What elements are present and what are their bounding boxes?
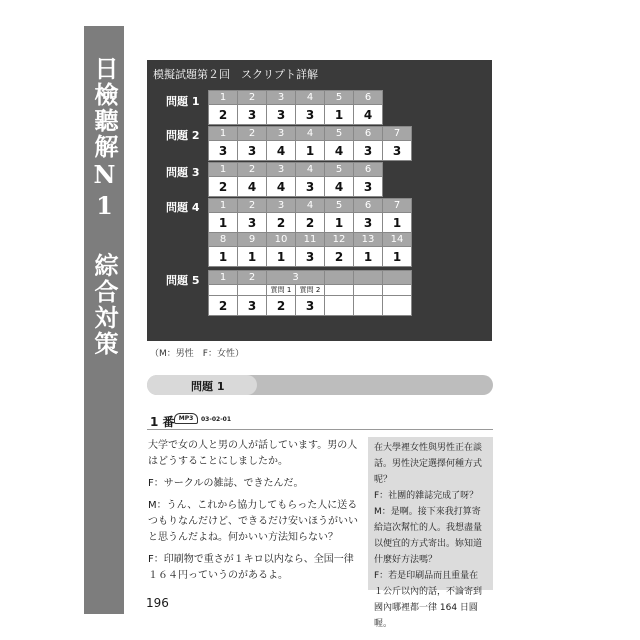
q3-num: 6 [354, 163, 383, 177]
question-3-table [208, 162, 383, 197]
q3-answer: 3 [296, 177, 325, 197]
q4-num: 11 [296, 233, 325, 247]
q4-num: 13 [354, 233, 383, 247]
q4-answer: 2 [267, 213, 296, 233]
q3-answer: 3 [354, 177, 383, 197]
q5-empty [238, 285, 267, 296]
section-label: 問題 1 [191, 380, 225, 393]
q1-answer: 4 [354, 105, 383, 125]
q5-answer: 3 [296, 296, 325, 316]
q4-num: 6 [354, 199, 383, 213]
question-1-table [208, 90, 383, 125]
script-line: F：印刷物で重さが１キロ以内なら、全国一律１６４円っていうのがあるよ。 [148, 554, 354, 581]
q1-answer: 2 [209, 105, 238, 125]
translation-line: F：若是印刷品而且重量在１公斤以內的話，不論寄到國內哪裡都一律 164 日圓喔。 [374, 571, 483, 629]
q2-num: 6 [354, 127, 383, 141]
q4-num: 14 [383, 233, 412, 247]
q2-answer: 4 [325, 141, 354, 161]
book-title: 日檢聽解N1 綜合対策 [90, 56, 119, 357]
q3-num: 1 [209, 163, 238, 177]
q5-empty [354, 285, 383, 296]
q4-num: 12 [325, 233, 354, 247]
q2-num: 7 [383, 127, 412, 141]
question-3-label: 問題 3 [166, 166, 200, 179]
q4-answer: 1 [209, 247, 238, 267]
q1-answer: 3 [267, 105, 296, 125]
q2-answer: 1 [296, 141, 325, 161]
q2-num: 1 [209, 127, 238, 141]
q3-answer: 4 [267, 177, 296, 197]
q1-num: 1 [209, 91, 238, 105]
q1-answer: 1 [325, 105, 354, 125]
q1-num: 6 [354, 91, 383, 105]
question-1-label: 問題 1 [166, 95, 200, 108]
q1-answer: 3 [238, 105, 267, 125]
q4-answer: 2 [296, 213, 325, 233]
q4-answer: 1 [383, 213, 412, 233]
question-5-table [208, 270, 412, 316]
q4-num: 4 [296, 199, 325, 213]
q4-answer: 3 [238, 213, 267, 233]
q5-empty [383, 285, 412, 296]
q4-answer: 3 [354, 213, 383, 233]
q3-answer: 4 [325, 177, 354, 197]
q5-empty [325, 285, 354, 296]
answer-key-panel [147, 60, 492, 341]
q5-empty [383, 296, 412, 316]
headphones-icon[interactable] [174, 413, 198, 424]
q5-empty [354, 296, 383, 316]
sidebar-band [84, 26, 124, 614]
q2-answer: 4 [267, 141, 296, 161]
q3-num: 5 [325, 163, 354, 177]
q5-num: 3 [267, 271, 325, 285]
q5-empty [354, 271, 383, 285]
item-number: 1 番 [150, 415, 175, 429]
q4-answer: 1 [383, 247, 412, 267]
q3-num: 3 [267, 163, 296, 177]
question-4-label: 問題 4 [166, 201, 200, 214]
q3-answer: 4 [238, 177, 267, 197]
q5-num: 2 [238, 271, 267, 285]
q5-answer: 2 [267, 296, 296, 316]
question-2-table [208, 126, 412, 161]
q5-empty [383, 271, 412, 285]
q4-answer: 1 [354, 247, 383, 267]
q1-num: 5 [325, 91, 354, 105]
q1-answer: 3 [296, 105, 325, 125]
page-number: 196 [146, 596, 169, 610]
question-5-label: 問題 5 [166, 274, 200, 287]
q4-answer: 1 [325, 213, 354, 233]
q2-num: 4 [296, 127, 325, 141]
q2-num: 3 [267, 127, 296, 141]
q5-sub-question: 質問 2 [296, 285, 325, 296]
translation-line: M：是啊。接下來我打算寄給這次幫忙的人。我想盡量以便宜的方式寄出。妳知道什麼好方法嗎？ [374, 507, 483, 565]
q4-answer: 1 [209, 213, 238, 233]
translation-line: 在大學裡女性與男性正在談話。男性決定選擇何種方式呢？ [374, 443, 483, 485]
q2-answer: 3 [383, 141, 412, 161]
question-2-label: 問題 2 [166, 129, 200, 142]
section-header-bar [147, 375, 493, 395]
script-line: M：うん、これから協力してもらった人に送るつもりなんだけど、できるだけ安いほうがいいと思うんだよね。何かいい方法知らない？ [148, 500, 358, 543]
q5-empty [325, 296, 354, 316]
q5-answer: 2 [209, 296, 238, 316]
q2-answer: 3 [238, 141, 267, 161]
q5-empty [209, 285, 238, 296]
q3-num: 2 [238, 163, 267, 177]
q2-num: 2 [238, 127, 267, 141]
translation-line: F：社團的雜誌完成了呀？ [374, 491, 479, 501]
q4-num: 1 [209, 199, 238, 213]
q5-empty [325, 271, 354, 285]
q4-num: 10 [267, 233, 296, 247]
divider [147, 429, 493, 430]
panel-title: 模擬試題第２回 スクリプト詳解 [153, 68, 318, 81]
q4-num: 5 [325, 199, 354, 213]
q4-answer: 2 [325, 247, 354, 267]
q4-num: 3 [267, 199, 296, 213]
q2-num: 5 [325, 127, 354, 141]
q1-num: 2 [238, 91, 267, 105]
q1-num: 4 [296, 91, 325, 105]
q4-num: 9 [238, 233, 267, 247]
q4-num: 7 [383, 199, 412, 213]
q4-answer: 1 [238, 247, 267, 267]
q5-num: 1 [209, 271, 238, 285]
q4-num: 8 [209, 233, 238, 247]
q4-num: 2 [238, 199, 267, 213]
chinese-translation [368, 437, 493, 629]
japanese-script [148, 438, 363, 590]
q1-num: 3 [267, 91, 296, 105]
script-line: F：サークルの雑誌、できたんだ。 [148, 478, 304, 489]
q5-answer: 3 [238, 296, 267, 316]
q4-answer: 3 [296, 247, 325, 267]
track-number: 03-02-01 [201, 416, 232, 423]
q5-sub-question: 質問 1 [267, 285, 296, 296]
q2-answer: 3 [209, 141, 238, 161]
speaker-legend: （M：男性 F：女性） [150, 349, 244, 359]
mp3-label: MP3 [178, 415, 194, 422]
q4-answer: 1 [267, 247, 296, 267]
question-4-table [208, 198, 412, 267]
q2-answer: 3 [354, 141, 383, 161]
q3-answer: 2 [209, 177, 238, 197]
script-line: 大学で女の人と男の人が話しています。男の人はどうすることにしましたか。 [148, 440, 358, 467]
q3-num: 4 [296, 163, 325, 177]
